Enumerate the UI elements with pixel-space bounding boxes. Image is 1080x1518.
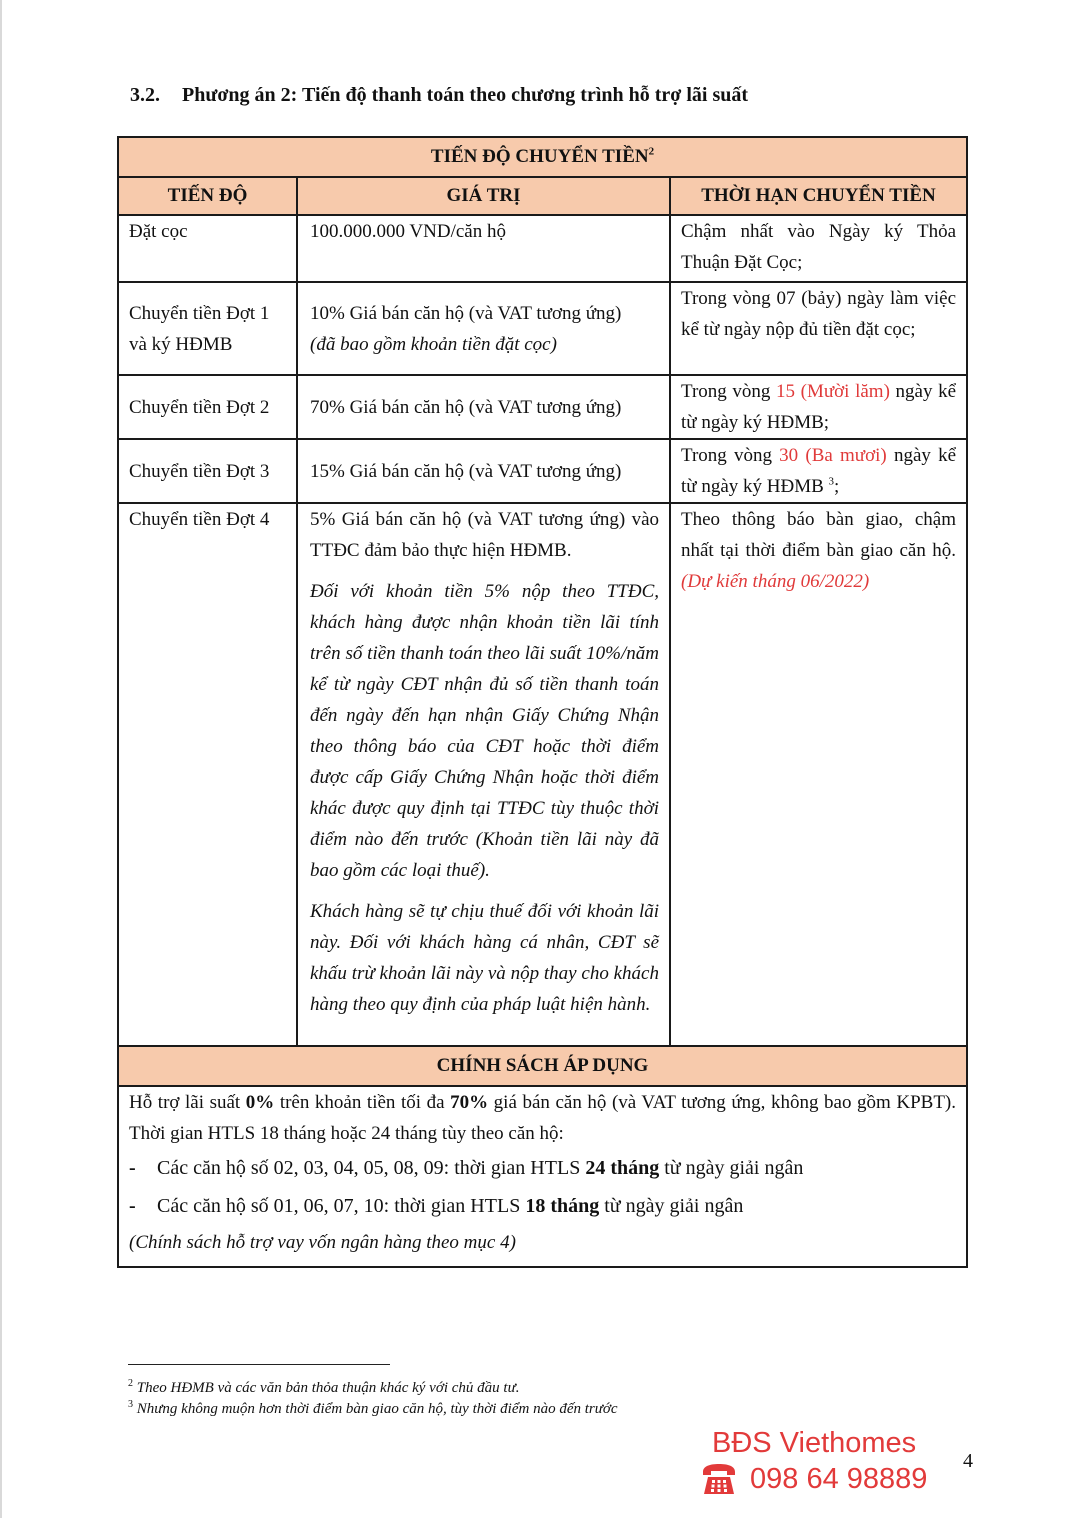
page-number: 4 [963, 1450, 973, 1472]
policy-bullet [129, 1149, 956, 1187]
policy-title-row [118, 1046, 967, 1086]
footnote-mark: 2 [128, 1378, 133, 1389]
policy-text: giá bán căn hộ (và VAT tương ứng, không bao gồm KPBT). Thời gian HTLS 18 tháng hoặc 24 tháng tùy theo căn hộ: [129, 1092, 957, 1144]
table-title-footnote-mark: 2 [648, 145, 655, 158]
value-note: Khách hàng sẽ tự chịu thuế đối với khoản lãi này. Đối với khách hàng cá nhân, CĐT sẽ khấu trừ khoản lãi này và nộp thay cho khách hàng theo quy định của pháp luật hiện hành. [310, 901, 659, 1015]
value-text: 10% Giá bán căn hộ (và VAT tương ứng) [310, 302, 622, 324]
table-row [118, 282, 967, 375]
table-row [118, 375, 967, 439]
header-stage: TIẾN ĐỘ [118, 177, 297, 215]
cell-value: 70% Giá bán căn hộ (và VAT tương ứng) [297, 375, 670, 439]
bullet-text-pre: Các căn hộ số 01, 06, 07, 10: thời gian HTLS [157, 1195, 526, 1217]
bullet-text-post: từ ngày giải ngân [599, 1195, 744, 1217]
cell-deadline [670, 503, 967, 1046]
watermark-name: BĐS Viethomes [712, 1427, 917, 1459]
cell-deadline [670, 439, 967, 503]
deadline-highlight: 15 (Mười lăm) [776, 381, 890, 402]
page-edge-shadow [0, 0, 2, 1518]
deadline-text: Trong vòng [681, 445, 780, 466]
policy-cell [118, 1086, 967, 1267]
cell-value [297, 503, 670, 1046]
bullet-bold: 18 tháng [525, 1195, 600, 1217]
bullet-text-post: từ ngày giải ngân [659, 1157, 804, 1179]
watermark-brand [700, 1426, 927, 1498]
policy-bullet [129, 1187, 956, 1225]
payment-schedule-table [117, 136, 968, 1268]
section-title: Phương án 2: Tiến độ thanh toán theo chương trình hỗ trợ lãi suất [182, 84, 749, 106]
cell-deadline: Chậm nhất vào Ngày ký Thỏa Thuận Đặt Cọc; [670, 215, 967, 282]
table-title-row [118, 137, 967, 177]
bullet-text-pre: Các căn hộ số 02, 03, 04, 05, 08, 09: thời gian HTLS [157, 1157, 586, 1179]
policy-title: CHÍNH SÁCH ÁP DỤNG [118, 1046, 967, 1086]
bullet-dash: - [129, 1157, 136, 1179]
table-row [118, 439, 967, 503]
cell-value: 15% Giá bán căn hộ (và VAT tương ứng) [297, 439, 670, 503]
policy-row [118, 1086, 967, 1267]
footnote-text: Theo HĐMB và các văn bản thỏa thuận khác ký với chủ đầu tư. [136, 1380, 520, 1396]
bullet-text [157, 1187, 743, 1225]
cell-stage: Chuyển tiền Đợt 4 [118, 503, 297, 1046]
value-note: (đã bao gồm khoản tiền đặt cọc) [310, 333, 557, 355]
deadline-footnote-mark: 3 [828, 475, 835, 488]
bullet-dash: - [129, 1195, 136, 1217]
footnote-mark: 3 [128, 1399, 133, 1410]
table-row [118, 215, 967, 282]
telephone-icon [700, 1462, 738, 1496]
cell-stage: Đặt cọc [118, 215, 297, 282]
bullet-text [157, 1149, 803, 1187]
deadline-highlight: (Dự kiến tháng 06/2022) [681, 571, 870, 592]
cell-deadline [670, 375, 967, 439]
footnote-separator [128, 1364, 390, 1365]
cell-stage: Chuyển tiền Đợt 2 [118, 375, 297, 439]
deadline-text: Trong vòng [681, 381, 776, 402]
table-title: TIẾN ĐỘ CHUYỂN TIỀN [430, 146, 649, 167]
footnote-item [128, 1399, 618, 1420]
header-value: GIÁ TRỊ [297, 177, 670, 215]
watermark-phone-line [700, 1460, 927, 1498]
footnotes [128, 1378, 618, 1420]
deadline-text: ngày kể từ ngày ký HĐMB; [681, 381, 957, 433]
header-deadline: THỜI HẠN CHUYỂN TIỀN [670, 177, 967, 215]
table-row [118, 503, 967, 1046]
deadline-highlight: 30 (Ba mươi) [779, 445, 887, 466]
table-title-cell [118, 137, 967, 177]
policy-intro [129, 1087, 956, 1149]
section-number: 3.2. [130, 84, 160, 106]
deadline-text: Theo thông báo bàn giao, chậm nhất tại thời điểm bàn giao căn hộ. [681, 509, 957, 561]
footnote-text: Nhưng không muộn hơn thời điểm bàn giao căn hộ, tùy thời điểm nào đến trước [136, 1401, 618, 1417]
table-header-row [118, 177, 967, 215]
section-heading [130, 84, 748, 107]
cell-stage: Chuyển tiền Đợt 1 và ký HĐMB [118, 282, 297, 375]
cell-value: 100.000.000 VND/căn hộ [297, 215, 670, 282]
policy-bold: 70% [450, 1092, 489, 1113]
deadline-text: ngày kể từ ngày ký HĐMB [681, 445, 957, 497]
policy-bold: 0% [245, 1092, 275, 1113]
value-text: 5% Giá bán căn hộ (và VAT tương ứng) vào TTĐC đảm bảo thực hiện HĐMB. [310, 509, 659, 561]
value-note: Đối với khoản tiền 5% nộp theo TTĐC, khách hàng được nhận khoản tiền lãi tính trên số tiền thanh toán theo lãi suất 10%/năm kể từ ngày CĐT nhận đủ số tiền thanh toán đến ngày đến hạn nhận Giấy Chứng Nhận theo thông báo của CĐT hoặc thời điểm được cấp Giấy Chứng Nhận hoặc thời điểm khác được quy định tại TTĐC tùy thuộc thời điểm nào đến trước (Khoản tiền lãi này đã bao gồm các loại thuế). [310, 581, 659, 881]
cell-stage: Chuyển tiền Đợt 3 [118, 439, 297, 503]
policy-text: Hỗ trợ lãi suất [129, 1092, 246, 1113]
footnote-item [128, 1378, 618, 1399]
cell-deadline: Trong vòng 07 (bảy) ngày làm việc kể từ ngày nộp đủ tiền đặt cọc; [670, 282, 967, 375]
deadline-text: ; [834, 476, 840, 497]
watermark-phone: 098 64 98889 [750, 1463, 928, 1495]
cell-value [297, 282, 670, 375]
policy-note: (Chính sách hỗ trợ vay vốn ngân hàng theo mục 4) [129, 1232, 516, 1253]
bullet-bold: 24 tháng [585, 1157, 660, 1179]
policy-text: trên khoản tiền tối đa [274, 1092, 451, 1113]
